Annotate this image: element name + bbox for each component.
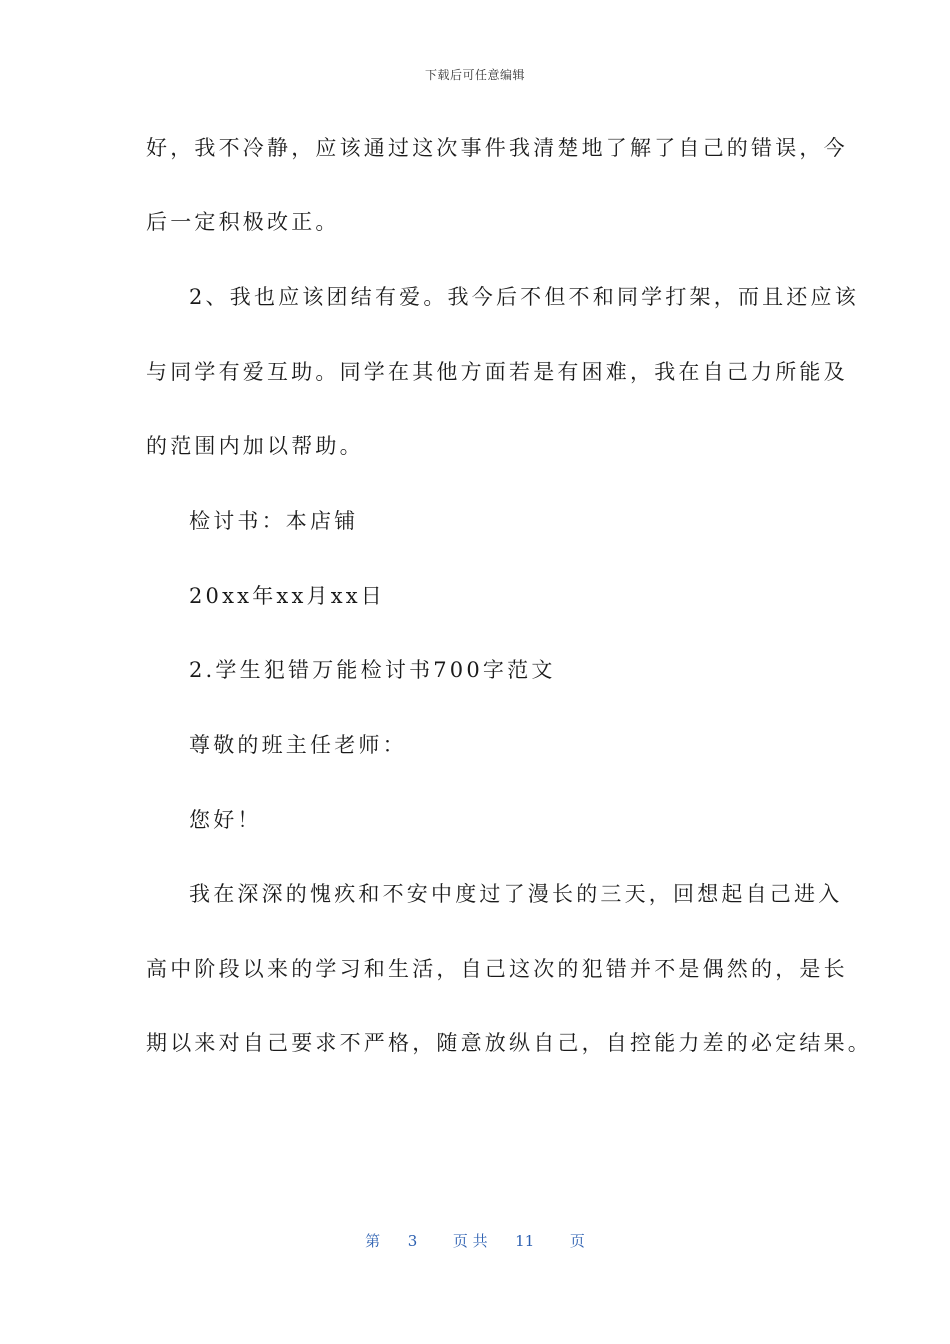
salutation: 尊敬的班主任老师： (189, 733, 407, 757)
footer-prefix: 第 (365, 1232, 381, 1250)
body-line-12: 高中阶段以来的学习和生活，自己这次的犯错并不是偶然的，是长 (146, 957, 848, 981)
footer-middle: 页 共 (452, 1232, 488, 1250)
page-footer (0, 1230, 950, 1251)
body-line-2: 后一定积极改正。 (146, 210, 340, 234)
signature-line: 检讨书：本店铺 (189, 509, 359, 533)
section-title: 2.学生犯错万能检讨书700字范文 (189, 658, 556, 682)
body-line-13: 期以来对自己要求不严格，随意放纵自己，自控能力差的必定结果。 (146, 1031, 872, 1055)
footer-current-page: 3 (407, 1232, 418, 1250)
footer-suffix: 页 (569, 1232, 585, 1250)
body-line-11: 我在深深的愧疚和不安中度过了漫长的三天，回想起自己进入 (189, 882, 843, 906)
date-line: 20xx年xx月xx日 (189, 584, 385, 608)
body-line-5: 的范围内加以帮助。 (146, 434, 364, 458)
footer-total-pages: 11 (515, 1232, 535, 1250)
body-line-3: 2、我也应该团结有爱。我今后不但不和同学打架，而且还应该 (189, 285, 859, 309)
body-line-4: 与同学有爱互助。同学在其他方面若是有困难，我在自己力所能及 (146, 360, 848, 384)
greeting: 您好！ (189, 808, 262, 832)
page-header-note: 下载后可任意编辑 (424, 68, 525, 82)
body-line-1: 好，我不冷静，应该通过这次事件我清楚地了解了自己的错误，今 (146, 136, 848, 160)
